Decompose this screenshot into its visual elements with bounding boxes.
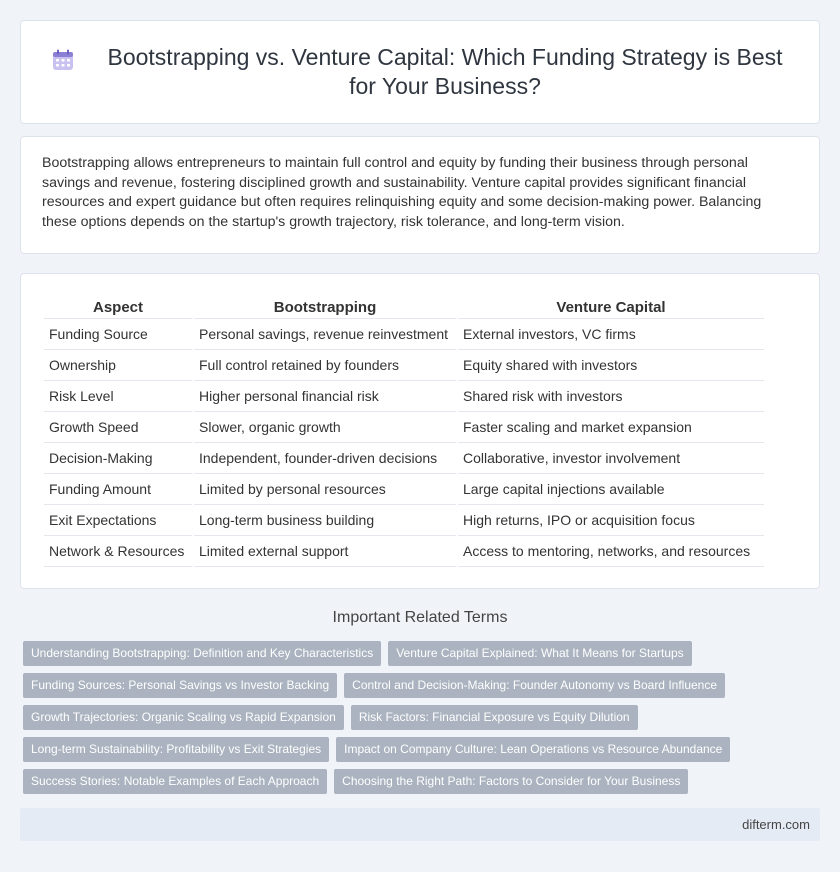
aspect-cell: Decision-Making <box>44 443 192 474</box>
related-term-link[interactable]: Long-term Sustainability: Profitability vs Exit Strategies <box>23 737 329 762</box>
tag-row <box>23 769 803 794</box>
related-term-link[interactable]: Risk Factors: Financial Exposure vs Equity Dilution <box>351 705 638 730</box>
tag-row <box>23 673 803 698</box>
bootstrapping-cell: Higher personal financial risk <box>194 381 456 412</box>
summary-text: Bootstrapping allows entrepreneurs to maintain full control and equity by funding their business through personal savings and revenue, fostering disciplined growth and sustainability. Venture capital provides significant financial resources and expert guidance but often requires relinquishing equity and some decision-making power. Balancing these options depends on the startup's growth trajectory, risk tolerance, and long-term vision. <box>42 155 762 230</box>
table-row <box>44 381 764 412</box>
tag-row <box>23 705 803 730</box>
column-header-bootstrapping: Bootstrapping <box>194 296 456 319</box>
tag-row <box>23 641 803 666</box>
venture-capital-cell: Large capital injections available <box>458 474 764 505</box>
related-term-link[interactable]: Control and Decision-Making: Founder Autonomy vs Board Influence <box>344 673 725 698</box>
aspect-cell: Exit Expectations <box>44 505 192 536</box>
table-header-row <box>44 296 764 319</box>
venture-capital-cell: Equity shared with investors <box>458 350 764 381</box>
page-title: Bootstrapping vs. Venture Capital: Which Funding Strategy is Best for Your Business? <box>107 44 783 99</box>
table-row <box>44 319 764 350</box>
aspect-cell: Risk Level <box>44 381 192 412</box>
aspect-cell: Funding Source <box>44 319 192 350</box>
header-card <box>20 20 820 124</box>
summary-card <box>20 136 820 254</box>
column-header-venture-capital: Venture Capital <box>458 296 764 319</box>
venture-capital-cell: External investors, VC firms <box>458 319 764 350</box>
venture-capital-cell: Access to mentoring, networks, and resources <box>458 536 764 567</box>
venture-capital-cell: Collaborative, investor involvement <box>458 443 764 474</box>
aspect-cell: Network & Resources <box>44 536 192 567</box>
related-term-link[interactable]: Choosing the Right Path: Factors to Consider for Your Business <box>334 769 688 794</box>
bootstrapping-cell: Full control retained by founders <box>194 350 456 381</box>
tag-row <box>23 737 803 762</box>
related-term-link[interactable]: Venture Capital Explained: What It Means for Startups <box>388 641 691 666</box>
table-row <box>44 443 764 474</box>
venture-capital-cell: High returns, IPO or acquisition focus <box>458 505 764 536</box>
comparison-table-card <box>20 273 820 589</box>
venture-capital-cell: Shared risk with investors <box>458 381 764 412</box>
bootstrapping-cell: Long-term business building <box>194 505 456 536</box>
aspect-cell: Funding Amount <box>44 474 192 505</box>
bootstrapping-cell: Personal savings, revenue reinvestment <box>194 319 456 350</box>
table-row <box>44 536 764 567</box>
aspect-cell: Growth Speed <box>44 412 192 443</box>
bootstrapping-cell: Limited external support <box>194 536 456 567</box>
footer <box>20 808 820 841</box>
bootstrapping-cell: Slower, organic growth <box>194 412 456 443</box>
related-term-link[interactable]: Success Stories: Notable Examples of Each Approach <box>23 769 327 794</box>
venture-capital-cell: Faster scaling and market expansion <box>458 412 764 443</box>
bootstrapping-cell: Independent, founder-driven decisions <box>194 443 456 474</box>
aspect-cell: Ownership <box>44 350 192 381</box>
related-term-link[interactable]: Impact on Company Culture: Lean Operations vs Resource Abundance <box>336 737 730 762</box>
table-row <box>44 505 764 536</box>
table-row <box>44 412 764 443</box>
bootstrapping-cell: Limited by personal resources <box>194 474 456 505</box>
comparison-table <box>42 296 766 567</box>
related-terms-list <box>23 641 803 801</box>
related-terms-title: Important Related Terms <box>332 609 508 626</box>
related-term-link[interactable]: Growth Trajectories: Organic Scaling vs Rapid Expansion <box>23 705 344 730</box>
footer-site-link[interactable]: difterm.com <box>742 817 810 832</box>
related-term-link[interactable]: Funding Sources: Personal Savings vs Investor Backing <box>23 673 337 698</box>
related-term-link[interactable]: Understanding Bootstrapping: Definition and Key Characteristics <box>23 641 381 666</box>
column-header-aspect: Aspect <box>44 296 192 319</box>
table-row <box>44 350 764 381</box>
table-row <box>44 474 764 505</box>
